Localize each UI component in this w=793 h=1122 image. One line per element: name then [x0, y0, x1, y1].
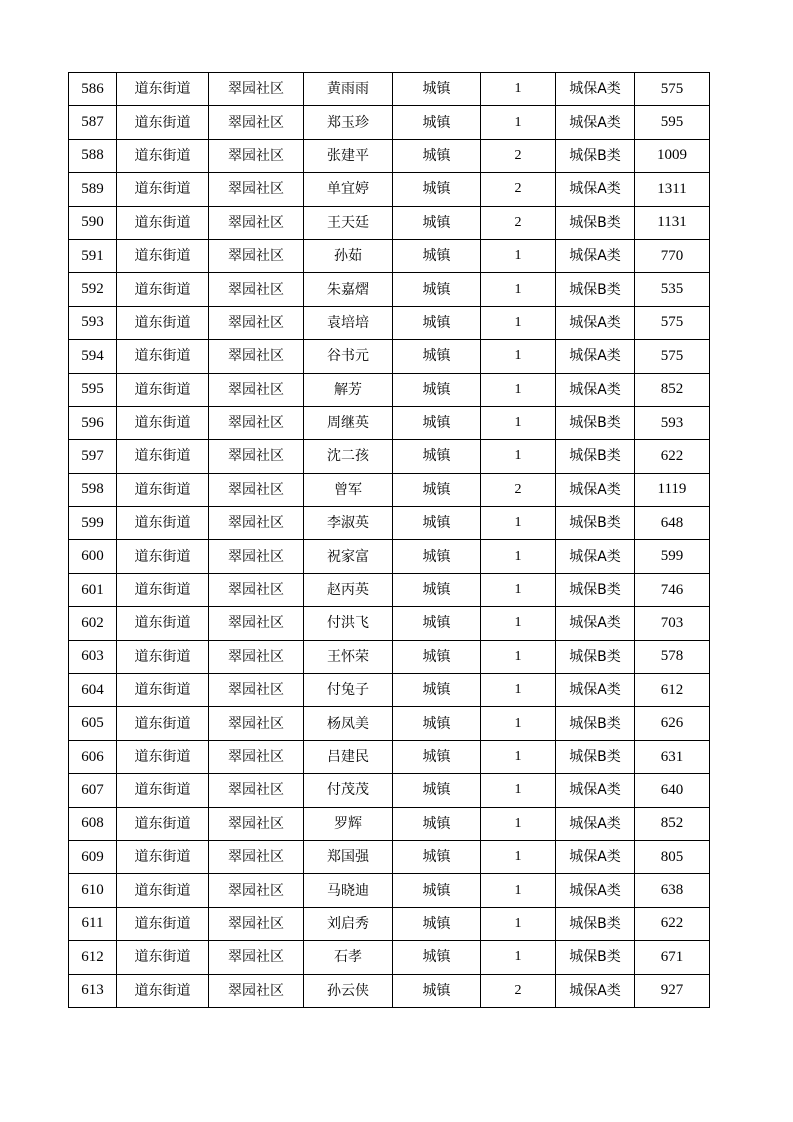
community-cell: 翠园社区 — [209, 941, 304, 974]
area-type-cell: 城镇 — [393, 774, 481, 807]
amount-cell: 648 — [635, 507, 710, 540]
category-cell: 城保B类 — [556, 440, 635, 473]
household-size-cell: 2 — [481, 974, 556, 1007]
household-size-cell: 1 — [481, 373, 556, 406]
name-cell: 马晓迪 — [304, 874, 393, 907]
category-cell: 城保A类 — [556, 540, 635, 573]
area-type-cell: 城镇 — [393, 206, 481, 239]
household-size-cell: 1 — [481, 406, 556, 439]
amount-cell: 593 — [635, 406, 710, 439]
name-cell: 刘启秀 — [304, 907, 393, 940]
name-cell: 谷书元 — [304, 340, 393, 373]
serial-number-cell: 596 — [69, 406, 117, 439]
category-cell: 城保A类 — [556, 173, 635, 206]
serial-number-cell: 589 — [69, 173, 117, 206]
name-cell: 吕建民 — [304, 740, 393, 773]
serial-number-cell: 595 — [69, 373, 117, 406]
amount-cell: 638 — [635, 874, 710, 907]
area-type-cell: 城镇 — [393, 941, 481, 974]
table-row — [69, 840, 710, 873]
name-cell: 付洪飞 — [304, 607, 393, 640]
category-cell: 城保B类 — [556, 707, 635, 740]
area-type-cell: 城镇 — [393, 974, 481, 1007]
serial-number-cell: 604 — [69, 674, 117, 707]
serial-number-cell: 613 — [69, 974, 117, 1007]
table-row — [69, 774, 710, 807]
table-row — [69, 473, 710, 506]
community-cell: 翠园社区 — [209, 640, 304, 673]
serial-number-cell: 609 — [69, 840, 117, 873]
community-cell: 翠园社区 — [209, 139, 304, 172]
amount-cell: 622 — [635, 440, 710, 473]
name-cell: 王怀荣 — [304, 640, 393, 673]
category-cell: 城保A类 — [556, 607, 635, 640]
household-size-cell: 1 — [481, 774, 556, 807]
street-cell: 道东街道 — [117, 507, 209, 540]
area-type-cell: 城镇 — [393, 73, 481, 106]
household-size-cell: 2 — [481, 139, 556, 172]
serial-number-cell: 594 — [69, 340, 117, 373]
serial-number-cell: 610 — [69, 874, 117, 907]
area-type-cell: 城镇 — [393, 740, 481, 773]
table-row — [69, 640, 710, 673]
name-cell: 朱嘉熠 — [304, 273, 393, 306]
name-cell: 付茂茂 — [304, 774, 393, 807]
name-cell: 付兔子 — [304, 674, 393, 707]
amount-cell: 640 — [635, 774, 710, 807]
amount-cell: 595 — [635, 106, 710, 139]
street-cell: 道东街道 — [117, 306, 209, 339]
name-cell: 沈二孩 — [304, 440, 393, 473]
amount-cell: 612 — [635, 674, 710, 707]
amount-cell: 852 — [635, 373, 710, 406]
community-cell: 翠园社区 — [209, 974, 304, 1007]
name-cell: 赵丙英 — [304, 573, 393, 606]
category-cell: 城保A类 — [556, 874, 635, 907]
serial-number-cell: 601 — [69, 573, 117, 606]
area-type-cell: 城镇 — [393, 340, 481, 373]
serial-number-cell: 597 — [69, 440, 117, 473]
serial-number-cell: 605 — [69, 707, 117, 740]
amount-cell: 852 — [635, 807, 710, 840]
household-size-cell: 1 — [481, 807, 556, 840]
table-row — [69, 206, 710, 239]
area-type-cell: 城镇 — [393, 807, 481, 840]
table-row — [69, 941, 710, 974]
amount-cell: 1131 — [635, 206, 710, 239]
household-size-cell: 1 — [481, 507, 556, 540]
amount-cell: 535 — [635, 273, 710, 306]
area-type-cell: 城镇 — [393, 440, 481, 473]
household-size-cell: 1 — [481, 273, 556, 306]
serial-number-cell: 608 — [69, 807, 117, 840]
area-type-cell: 城镇 — [393, 907, 481, 940]
street-cell: 道东街道 — [117, 874, 209, 907]
street-cell: 道东街道 — [117, 640, 209, 673]
street-cell: 道东街道 — [117, 473, 209, 506]
table-row — [69, 874, 710, 907]
serial-number-cell: 588 — [69, 139, 117, 172]
table-row — [69, 73, 710, 106]
amount-cell: 1311 — [635, 173, 710, 206]
category-cell: 城保A类 — [556, 473, 635, 506]
street-cell: 道东街道 — [117, 974, 209, 1007]
area-type-cell: 城镇 — [393, 674, 481, 707]
community-cell: 翠园社区 — [209, 73, 304, 106]
street-cell: 道东街道 — [117, 674, 209, 707]
category-cell: 城保B类 — [556, 640, 635, 673]
household-size-cell: 2 — [481, 473, 556, 506]
community-cell: 翠园社区 — [209, 674, 304, 707]
household-size-cell: 1 — [481, 73, 556, 106]
household-size-cell: 1 — [481, 106, 556, 139]
category-cell: 城保A类 — [556, 340, 635, 373]
amount-cell: 671 — [635, 941, 710, 974]
serial-number-cell: 598 — [69, 473, 117, 506]
serial-number-cell: 600 — [69, 540, 117, 573]
table-row — [69, 707, 710, 740]
table-row — [69, 239, 710, 272]
area-type-cell: 城镇 — [393, 406, 481, 439]
serial-number-cell: 591 — [69, 239, 117, 272]
table-row — [69, 139, 710, 172]
relief-recipient-table — [68, 72, 710, 1008]
name-cell: 郑玉珍 — [304, 106, 393, 139]
area-type-cell: 城镇 — [393, 540, 481, 573]
street-cell: 道东街道 — [117, 807, 209, 840]
category-cell: 城保B类 — [556, 273, 635, 306]
serial-number-cell: 602 — [69, 607, 117, 640]
area-type-cell: 城镇 — [393, 640, 481, 673]
table-row — [69, 507, 710, 540]
household-size-cell: 1 — [481, 239, 556, 272]
area-type-cell: 城镇 — [393, 239, 481, 272]
household-size-cell: 1 — [481, 573, 556, 606]
name-cell: 石孝 — [304, 941, 393, 974]
area-type-cell: 城镇 — [393, 273, 481, 306]
category-cell: 城保B类 — [556, 573, 635, 606]
category-cell: 城保A类 — [556, 106, 635, 139]
table-row — [69, 440, 710, 473]
category-cell: 城保A类 — [556, 774, 635, 807]
community-cell: 翠园社区 — [209, 273, 304, 306]
category-cell: 城保B类 — [556, 406, 635, 439]
area-type-cell: 城镇 — [393, 173, 481, 206]
category-cell: 城保B类 — [556, 941, 635, 974]
amount-cell: 746 — [635, 573, 710, 606]
community-cell: 翠园社区 — [209, 874, 304, 907]
amount-cell: 622 — [635, 907, 710, 940]
table-row — [69, 607, 710, 640]
category-cell: 城保B类 — [556, 740, 635, 773]
street-cell: 道东街道 — [117, 440, 209, 473]
household-size-cell: 1 — [481, 874, 556, 907]
name-cell: 杨凤美 — [304, 707, 393, 740]
amount-cell: 575 — [635, 340, 710, 373]
household-size-cell: 1 — [481, 740, 556, 773]
street-cell: 道东街道 — [117, 273, 209, 306]
street-cell: 道东街道 — [117, 907, 209, 940]
area-type-cell: 城镇 — [393, 139, 481, 172]
household-size-cell: 1 — [481, 607, 556, 640]
table-row — [69, 540, 710, 573]
area-type-cell: 城镇 — [393, 573, 481, 606]
amount-cell: 1009 — [635, 139, 710, 172]
community-cell: 翠园社区 — [209, 907, 304, 940]
table-row — [69, 340, 710, 373]
serial-number-cell: 593 — [69, 306, 117, 339]
name-cell: 解芳 — [304, 373, 393, 406]
community-cell: 翠园社区 — [209, 840, 304, 873]
community-cell: 翠园社区 — [209, 440, 304, 473]
serial-number-cell: 590 — [69, 206, 117, 239]
community-cell: 翠园社区 — [209, 774, 304, 807]
name-cell: 单宜婷 — [304, 173, 393, 206]
area-type-cell: 城镇 — [393, 473, 481, 506]
community-cell: 翠园社区 — [209, 807, 304, 840]
category-cell: 城保A类 — [556, 807, 635, 840]
amount-cell: 805 — [635, 840, 710, 873]
name-cell: 孙茹 — [304, 239, 393, 272]
household-size-cell: 1 — [481, 306, 556, 339]
table-row — [69, 807, 710, 840]
amount-cell: 927 — [635, 974, 710, 1007]
name-cell: 祝家富 — [304, 540, 393, 573]
name-cell: 张建平 — [304, 139, 393, 172]
table-row — [69, 573, 710, 606]
area-type-cell: 城镇 — [393, 874, 481, 907]
serial-number-cell: 592 — [69, 273, 117, 306]
amount-cell: 599 — [635, 540, 710, 573]
household-size-cell: 2 — [481, 206, 556, 239]
amount-cell: 770 — [635, 239, 710, 272]
community-cell: 翠园社区 — [209, 173, 304, 206]
community-cell: 翠园社区 — [209, 306, 304, 339]
table-row — [69, 106, 710, 139]
amount-cell: 703 — [635, 607, 710, 640]
street-cell: 道东街道 — [117, 941, 209, 974]
street-cell: 道东街道 — [117, 73, 209, 106]
table-row — [69, 273, 710, 306]
table-row — [69, 406, 710, 439]
name-cell: 罗辉 — [304, 807, 393, 840]
street-cell: 道东街道 — [117, 740, 209, 773]
community-cell: 翠园社区 — [209, 607, 304, 640]
street-cell: 道东街道 — [117, 406, 209, 439]
street-cell: 道东街道 — [117, 707, 209, 740]
category-cell: 城保B类 — [556, 507, 635, 540]
street-cell: 道东街道 — [117, 774, 209, 807]
street-cell: 道东街道 — [117, 139, 209, 172]
street-cell: 道东街道 — [117, 106, 209, 139]
street-cell: 道东街道 — [117, 607, 209, 640]
serial-number-cell: 587 — [69, 106, 117, 139]
street-cell: 道东街道 — [117, 206, 209, 239]
household-size-cell: 1 — [481, 440, 556, 473]
community-cell: 翠园社区 — [209, 340, 304, 373]
category-cell: 城保B类 — [556, 907, 635, 940]
name-cell: 周继英 — [304, 406, 393, 439]
table-row — [69, 173, 710, 206]
name-cell: 曾军 — [304, 473, 393, 506]
category-cell: 城保A类 — [556, 373, 635, 406]
household-size-cell: 1 — [481, 941, 556, 974]
community-cell: 翠园社区 — [209, 507, 304, 540]
category-cell: 城保B类 — [556, 206, 635, 239]
name-cell: 孙云侠 — [304, 974, 393, 1007]
area-type-cell: 城镇 — [393, 306, 481, 339]
table-body — [69, 73, 710, 1008]
household-size-cell: 1 — [481, 840, 556, 873]
category-cell: 城保A类 — [556, 239, 635, 272]
table-row — [69, 974, 710, 1007]
serial-number-cell: 599 — [69, 507, 117, 540]
household-size-cell: 1 — [481, 540, 556, 573]
table-row — [69, 674, 710, 707]
area-type-cell: 城镇 — [393, 507, 481, 540]
street-cell: 道东街道 — [117, 573, 209, 606]
community-cell: 翠园社区 — [209, 473, 304, 506]
community-cell: 翠园社区 — [209, 373, 304, 406]
street-cell: 道东街道 — [117, 840, 209, 873]
name-cell: 袁培培 — [304, 306, 393, 339]
household-size-cell: 1 — [481, 674, 556, 707]
category-cell: 城保A类 — [556, 840, 635, 873]
household-size-cell: 2 — [481, 173, 556, 206]
community-cell: 翠园社区 — [209, 239, 304, 272]
table-row — [69, 306, 710, 339]
street-cell: 道东街道 — [117, 340, 209, 373]
community-cell: 翠园社区 — [209, 740, 304, 773]
area-type-cell: 城镇 — [393, 707, 481, 740]
table-row — [69, 740, 710, 773]
area-type-cell: 城镇 — [393, 840, 481, 873]
community-cell: 翠园社区 — [209, 406, 304, 439]
area-type-cell: 城镇 — [393, 106, 481, 139]
household-size-cell: 1 — [481, 907, 556, 940]
category-cell: 城保B类 — [556, 139, 635, 172]
household-size-cell: 1 — [481, 340, 556, 373]
category-cell: 城保A类 — [556, 306, 635, 339]
community-cell: 翠园社区 — [209, 206, 304, 239]
street-cell: 道东街道 — [117, 173, 209, 206]
name-cell: 王天廷 — [304, 206, 393, 239]
street-cell: 道东街道 — [117, 540, 209, 573]
serial-number-cell: 612 — [69, 941, 117, 974]
name-cell: 郑国强 — [304, 840, 393, 873]
serial-number-cell: 586 — [69, 73, 117, 106]
household-size-cell: 1 — [481, 640, 556, 673]
amount-cell: 575 — [635, 306, 710, 339]
street-cell: 道东街道 — [117, 373, 209, 406]
community-cell: 翠园社区 — [209, 106, 304, 139]
amount-cell: 626 — [635, 707, 710, 740]
name-cell: 黄雨雨 — [304, 73, 393, 106]
category-cell: 城保A类 — [556, 674, 635, 707]
serial-number-cell: 603 — [69, 640, 117, 673]
serial-number-cell: 607 — [69, 774, 117, 807]
category-cell: 城保A类 — [556, 974, 635, 1007]
area-type-cell: 城镇 — [393, 607, 481, 640]
table-row — [69, 907, 710, 940]
relief-recipient-table-container — [68, 72, 710, 1008]
amount-cell: 1119 — [635, 473, 710, 506]
table-row — [69, 373, 710, 406]
community-cell: 翠园社区 — [209, 573, 304, 606]
serial-number-cell: 606 — [69, 740, 117, 773]
category-cell: 城保A类 — [556, 73, 635, 106]
household-size-cell: 1 — [481, 707, 556, 740]
community-cell: 翠园社区 — [209, 707, 304, 740]
amount-cell: 578 — [635, 640, 710, 673]
amount-cell: 575 — [635, 73, 710, 106]
street-cell: 道东街道 — [117, 239, 209, 272]
name-cell: 李淑英 — [304, 507, 393, 540]
amount-cell: 631 — [635, 740, 710, 773]
serial-number-cell: 611 — [69, 907, 117, 940]
area-type-cell: 城镇 — [393, 373, 481, 406]
community-cell: 翠园社区 — [209, 540, 304, 573]
